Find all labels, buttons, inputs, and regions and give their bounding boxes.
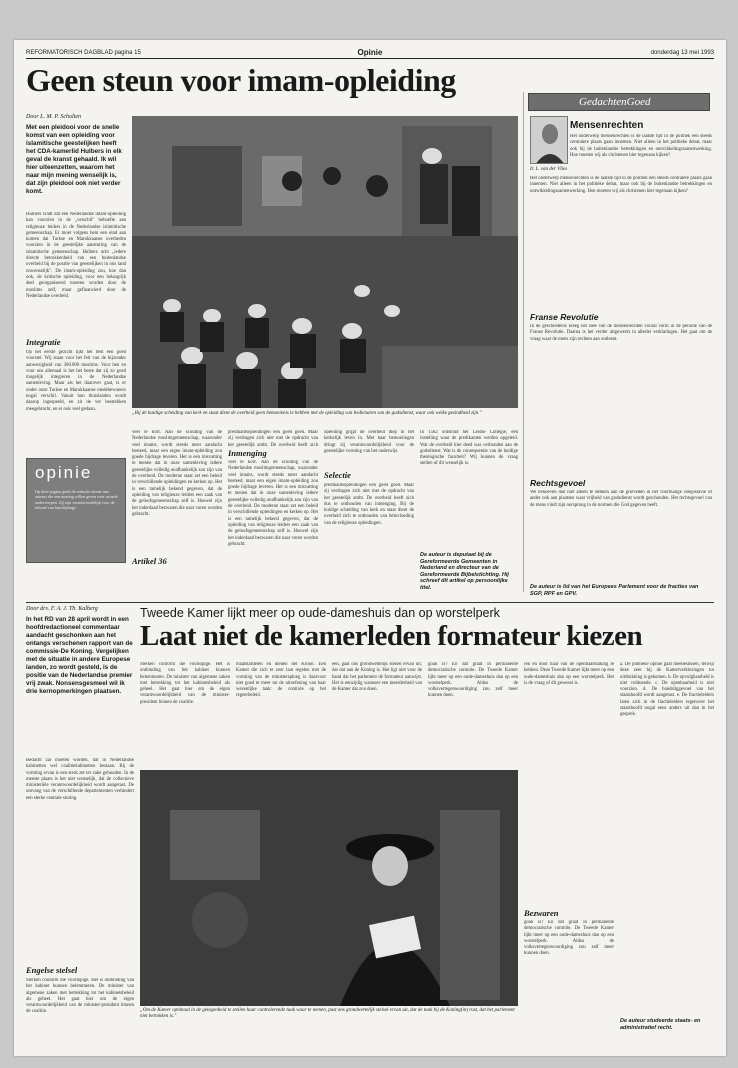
article1-headline: Geen steun voor imam-opleiding bbox=[26, 62, 456, 98]
gedachtengoed-title: GedachtenGoed bbox=[579, 96, 651, 108]
article2-col1b: Sterken conform die voorlopige. Het is ontbinding van het kabinet kunnen belemmeren. De minister van algemene zaken met betrekking tot het kabinetsbeleid als geheel. Het gaat hier om de eigen verantwoordelijkheid van de minister-president binnen de coalitie. bbox=[26, 978, 134, 1015]
sidebar-text1b: Het onderwerp mensenrechten is de laatste tijd in de politiek een steeds centralere plaats gaan innemen. Niet alleen in het politieke debat, maar ook bij de buitenlandse betrekkingen en ontwikkelingssamenwerking. Hoe moeten wij als christenen hier tegenaan kijken? bbox=[530, 176, 712, 194]
article2-caption: „Om de Kamer optimaal in de gelegenheid te stellen haar controlerende taak waar te nemen, past ons grondwettelijk stelsel ervan uit, dat de taak bij de Koning(in) rust, dat het parlement niet betrokken is." bbox=[140, 1008, 515, 1020]
sidebar-text3: We behoeven dan niet alleen te denken aan de grieveden in het voormalige Joegoslavië of ander ook aan plaatsen waar vrijheid van godsdienst wordt geschonden. Het rechtsgevoel van de mens vindt zijn oorsprong in de normen die God gegeven heeft. bbox=[530, 490, 712, 508]
article2-endnote: De auteur studeerde staats- en administratief recht. bbox=[620, 1018, 701, 1031]
sidebar-author: Ir. L. van der Vlies bbox=[530, 167, 568, 172]
article1-photo bbox=[132, 116, 518, 408]
article1-col3: predikantsopleidingen een goed goed. Maar zij verdragen zich niet met de opdracht van het geestelijk ambt. De overheid heeft zich bbox=[228, 430, 318, 447]
article1-byline: Door L. M. P. Scholten bbox=[26, 114, 82, 120]
article1-col4: opleiding grijpt de overheid diep in het kerkelijk leven in. Met haar bemoeiingen dringt zij verantwoordelijkheid voor de geestelijke vorming van het onderwijs. bbox=[324, 430, 414, 454]
classroom-photo bbox=[132, 116, 518, 408]
article1-col1: Hulbers vindt dat een Nederlandse imam-opleiding kan voorzien in de „verschil" behoefte aan religieuze leiders in de Nederlandse islamitische gemeenschap. Er moet volgens hem een eind aan komen dat Turkse en Marokkaanse overheden voorzien in de geestelijke aansturing van de islamitische gemeenschap. Hulbers acht „iedere directe betrokkenheid van een buitenlandse overheid bij de positie van geestelijken in ons land onwenselijk". De imam-opleiding zou, hoe dan ook, de kritische opleiding, voor een belangrijk deel georganiseerd moeten worden door de moslims zelf, maar gefinancierd door de Nederlandse overheid. bbox=[26, 212, 126, 299]
article2-col1: Bedacht zal moeten worden, dat in Nederlandse kabinetten wel coalitiekabinetten bestaan. Bij de vorming ervan is een sterk zet ter zake gehouden. In de meeste plaats is het niet wenselijk, dat de collectieve ministeriële verantwoordelijkheid wordt aangetast. De omvang van de verschillende departementen verhindert een sterke centrale sturing. bbox=[26, 758, 134, 801]
article1-col1b: Op het eerste gezicht lijkt het best een goed voorstel. Wij staan voor het feit van de bijzonder aanwezigheid van 300.000 moslims. Voor hen en voor ons allemaal is het het beste dat zij zo goed mogelijk integreren in de Nederlandse samenleving. Maar als het daarover gaat, is er onder onze Turkse en Marokkaanse medebewoners nogal verschil. Vanuit hun thuislanden wordt daarop ingespeeld, en zit de ver bestrekken meegebracht, en er ook veel gedaan. bbox=[26, 350, 126, 412]
article1-col2: veel te kort. Aan de scouting van de Nederlandse moslimgemeenschap, waaronder veel imams, wordt steeds meer aandacht besteed, maar een eigen imam-opleiding zou goede bijdrage leveren. Het is een misvatting te menen dat in onze samenleving iedere geestelijke volledig onafhankelijk zou zijn van de overheid. De moderne staat zet een beleid in verschillende opleidingen en kerken op. Het is een tamelijk bekend gegeven, dat de opleiding van religieuze leiders een zaak van de geloofsgemeenschap zelf is. Hoewel zijn het inderdaad bezwaren die naar voren worden gebracht. bbox=[132, 430, 222, 517]
article1-inter-integratie: Integratie bbox=[26, 337, 61, 347]
article1-inter-selectie: Selectie bbox=[324, 470, 351, 480]
gedachtengoed-banner bbox=[528, 93, 710, 111]
article2-byline: Door drs. F. A. J. Th. Kalberg bbox=[26, 606, 98, 612]
sidebar-inter-rechtsgevoel: Rechtsgevoel bbox=[530, 478, 586, 488]
sidebar-endnote: De auteur is lid van het Europees Parlement voor de fracties van SGP, RPF en GPV. bbox=[530, 584, 699, 597]
article1-inter-artikel36: Artikel 36 bbox=[132, 556, 167, 566]
article1-endnote: De auteur is deputaat bij de Gereformeerde Gemeenten in Nederland en directeur van de Gereformeerde Bijbelstichting. Hij schreef dit artikel op persoonlijke titel. bbox=[420, 552, 509, 591]
column-divider bbox=[523, 92, 524, 592]
article2-col5: goan is? En dat graaf in permanente democratische controle. De Tweede Kamer lijkt meer op een oude-dameshuis dan op een worstelperk. Aldus de volksvertegenwoordiging zou zelf meer kunnen doen. bbox=[428, 662, 518, 699]
portrait-photo bbox=[531, 117, 568, 164]
article1-col3b: veel te kort. Aan de scouting van de Nederlandse moslimgemeenschap, waaronder veel imams, wordt steeds meer aandacht besteed, maar een eigen imam-opleiding zou goede bijdrage leveren. Het is een misvatting te menen dat in onze samenleving iedere geestelijke volledig onafhankelijk zou zijn van de overheid. De moderne staat zet een beleid in verschillende opleidingen en kerken op. Het is een tamelijk bekend gegeven, dat de opleiding van religieuze leiders een zaak van de geloofsgemeenschap zelf is. Hoewel zijn het inderdaad bezwaren die naar voren worden gebracht. bbox=[228, 460, 318, 547]
author-portrait bbox=[530, 116, 568, 164]
section-name: Opinie bbox=[357, 48, 383, 57]
article1-intro: Met een pleidooi voor de snelle komst van een opleiding voor islamitische geestelijken heeft het CDA-kamerlid Hulbers in elk geval de kranst gehaald. Ik wil hier uiteenzetten, waarom het naar mijn mening wenselijk is, dat zijn pleidooi ook niet verder komt. bbox=[26, 124, 122, 195]
article2-col3: maatstafdelen en dienen der Kroon. Een Kamer die zich te zeer laat regelen met de vorming van de ministersploeg is daarvoor niet goed te meer tot de uitoefening van haar wezenlijke taak: de controle op het regeerbeleid. bbox=[236, 662, 326, 699]
article2-col6b: goan is? En dat graaf in permanente democratische controle. De Tweede Kamer lijkt meer op een oude-dameshuis dan op een worstelperk. Aldus de volksvertegenwoordiging zou zelf meer kunnen doen. bbox=[524, 920, 614, 957]
article2-col7: a. De publieke opinie gaat meebeslissen, terwijl deze zeer bij de Kamerverkiezingen tot uitdrukking is gekomen. b. De opvolgbaarheid is niet voldoende. c. De openbaarheid is niet voorzien. d. De bandsliggevoel van het staatshoofd wordt aangetast. e. De fractieleiders laten zich in de fractieleiders tegenover het staatshoofd nogal eens anders uit dan in het gesprek. bbox=[620, 662, 714, 718]
section-rule bbox=[26, 602, 714, 603]
article1-col5: In 1582 ontstond het Leidse Collegie, een instelling waar de predikanten werden opgeleid. Wat de overheid hier deed was verbonden aan de godsdienst. Wat is de consequentie van de huidige theologische faculteit? Wij kunnen de vraag stellen of dit wenselijk is. bbox=[420, 430, 518, 467]
newspaper-page bbox=[14, 40, 726, 1056]
article2-col4: een, gaat ons grondwettelijk stelsel ervan uit, dat dat aan de Koning is. Het ligt niet voor de hand dat het parlement de formateur aanwijst. Het is eenzijdig wanneer een meerderheid van de Kamer dat zou doen. bbox=[332, 662, 422, 693]
sidebar-inter-franse-revolutie: Franse Revolutie bbox=[530, 312, 599, 322]
sidebar-title: Mensenrechten bbox=[570, 120, 644, 131]
page-header bbox=[26, 48, 714, 59]
sidebar-text2: In de geschiedenis kreeg het idee van de mensenrechten vooral vorm in de periode van de Franse Revolutie. Daarna is het verder uitgewerkt in allerlei verklaringen. Het gaat om de vraag waar de mens zijn rechten aan ontleent. bbox=[530, 324, 712, 342]
opinie-logo: opinie bbox=[35, 463, 93, 482]
sidebar-text1: Het onderwerp mensenrechten is de laatste tijd in de politiek een steeds centralere plaats gaan innemen. Niet alleen in het politieke debat, maar ook bij de buitenlandse betrekkingen en ontwikkelingssamenwerking. Hoe moeten wij als christenen hier tegenaan kijken? bbox=[570, 134, 712, 158]
article2-kicker: Tweede Kamer lijkt meer op oude-dameshuis dan op worstelperk bbox=[140, 606, 500, 620]
article2-col2: Sterken conform die voorlopige. Het is ontbinding van het kabinet kunnen belemmeren. De minister van algemene zaken met betrekking tot het kabinetsbeleid als geheel. Het gaat hier om de eigen verantwoordelijkheid van de minister-president binnen de coalitie. bbox=[140, 662, 230, 705]
queen-photo bbox=[140, 770, 518, 1006]
article2-col6: ren en door haar van de openbaarmaking te hebben. Deze Tweede Kamer lijkt meer op een oude-dameshuis dan op een worstelperk. Het is de vraag of dit gewenst is. bbox=[524, 662, 614, 686]
article1-inter-inmenging: Inmenging bbox=[228, 448, 267, 458]
article2-photo bbox=[140, 770, 518, 1006]
paper-name: REFORMATORISCH DAGBLAD pagina 15 bbox=[26, 50, 141, 56]
article1-caption: „Bij de huidige scheiding van kerk en staat dient de overheid geen bemoeienis te hebben met de opleiding van bedienaren van de godsdienst, waar ook welke gezindheid zijn." bbox=[132, 411, 482, 416]
article2-intro: In het RD van 28 april wordt in een hoofdredactioneel commentaar aandacht geschonken aan het ontangs verschenen rapport van de commissie-De Koning. Vergelijken met de situatie in andere Europese landen, zo wordt gesteld, is de positie van de Nederlandse premier vrij zwak. Nonsensgesmeel wil ik drie kernopmerkingen plaatsen. bbox=[26, 616, 133, 695]
issue-date: donderdag 13 mei 1993 bbox=[650, 50, 714, 56]
opinie-text: Op deze pagina geeft de redactie ruimte aan auteurs die een mening willen geven over actuele onderwerpen. Zij zijn verantwoordelijk voor de inhoud van hun bijdrage. bbox=[35, 489, 118, 511]
article2-inter-engelse-stelsel: Engelse stelsel bbox=[26, 965, 78, 975]
article1-col4b: predikantsopleidingen een goed goed. Maar zij verdragen zich niet met de opdracht van het geestelijk ambt. De overheid heeft zich dus te onthouden van inmenging. Bij de huidige scheiding van kerk en staat dient de overheid zich te onthouden van beïnvloeding van de religieuze opleidingen. bbox=[324, 483, 414, 526]
article2-inter-bezwaren: Bezwaren bbox=[524, 908, 559, 918]
opinie-box bbox=[26, 458, 126, 563]
article2-headline: Laat niet de kamerleden formateur kiezen bbox=[140, 620, 643, 652]
